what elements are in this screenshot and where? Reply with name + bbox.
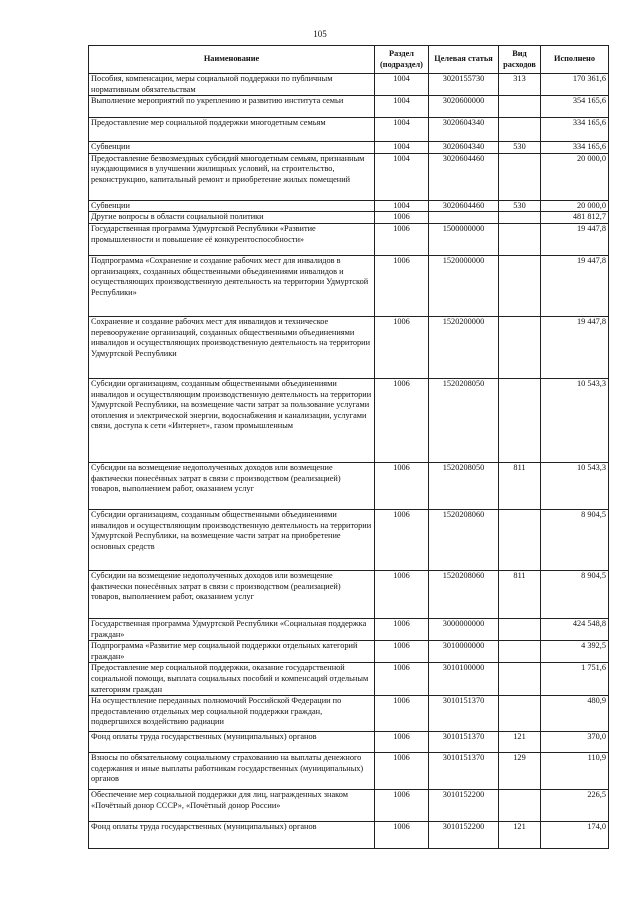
cell-name: Сохранение и создание рабочих мест для инвалидов и техническое перевооружение организаций, созданных общественными объединениями инвалидов и осуществляющих производственную деятельность на территории Удмуртской Республики — [89, 316, 375, 378]
cell-name: Фонд оплаты труда государственных (муниципальных) органов — [89, 732, 375, 753]
cell-kind — [499, 696, 541, 732]
cell-name: На осуществление переданных полномочий Российской Федерации по предоставлению отдельных мер социальной поддержки граждан, подвергшихся воздействию радиации — [89, 696, 375, 732]
cell-name: Обеспечение мер социальной поддержки для лиц, награжденных знаком «Почётный донор СССР», «Почётный донор России» — [89, 790, 375, 822]
cell-name: Субвенции — [89, 200, 375, 212]
cell-article: 3010152200 — [429, 822, 499, 849]
cell-kind: 530 — [499, 142, 541, 154]
cell-kind — [499, 153, 541, 200]
cell-article: 3020604340 — [429, 142, 499, 154]
cell-section: 1006 — [375, 255, 429, 316]
cell-name: Предоставление мер социальной поддержки, оказание государственной социальной помощи, выплата социальных пособий и компенсаций отдельным категориям граждан — [89, 663, 375, 696]
cell-name: Государственная программа Удмуртской Республики «Развитие промышленности и повышение её конкурентоспособности» — [89, 223, 375, 255]
cell-kind: 313 — [499, 74, 541, 96]
table-row — [89, 509, 609, 570]
cell-amount: 226,5 — [541, 790, 609, 822]
cell-name: Другие вопросы в области социальной политики — [89, 212, 375, 224]
column-header-article: Целевая статья — [429, 46, 499, 74]
cell-kind — [499, 663, 541, 696]
cell-section: 1006 — [375, 212, 429, 224]
cell-amount: 334 165,6 — [541, 118, 609, 142]
table-row — [89, 732, 609, 753]
cell-article: 1520208060 — [429, 570, 499, 618]
table-row — [89, 462, 609, 509]
cell-amount: 174,0 — [541, 822, 609, 849]
table-row — [89, 570, 609, 618]
table-row — [89, 74, 609, 96]
table-row — [89, 223, 609, 255]
cell-amount: 4 392,5 — [541, 641, 609, 663]
cell-article: 1520200000 — [429, 316, 499, 378]
table-row — [89, 153, 609, 200]
cell-section: 1006 — [375, 618, 429, 640]
cell-name: Предоставление мер социальной поддержки многодетным семьям — [89, 118, 375, 142]
page-number: 105 — [313, 29, 327, 39]
cell-section: 1004 — [375, 200, 429, 212]
cell-amount: 8 904,5 — [541, 570, 609, 618]
cell-name: Фонд оплаты труда государственных (муниципальных) органов — [89, 822, 375, 849]
table-row — [89, 200, 609, 212]
table-row — [89, 753, 609, 790]
cell-article: 1520208050 — [429, 378, 499, 462]
table-row — [89, 618, 609, 640]
cell-amount: 110,9 — [541, 753, 609, 790]
cell-name: Предоставление безвозмездных субсидий многодетным семьям, признанным нуждающимися в улучшении жилищных условий, на строительство, реконструкцию, капитальный ремонт и приобретение жилых помещений — [89, 153, 375, 200]
column-header-section: Раздел (подраздел) — [375, 46, 429, 74]
table-row — [89, 255, 609, 316]
cell-amount: 8 904,5 — [541, 509, 609, 570]
cell-name: Пособия, компенсации, меры социальной поддержки по публичным нормативным обязательствам — [89, 74, 375, 96]
cell-kind — [499, 223, 541, 255]
cell-name: Субсидии организациям, созданным общественными объединениями инвалидов и осуществляющим производственную деятельность на территории Удмуртской Республики, на возмещение части затрат за пользование услугами отопления и электрической энергии, водоснабжения и канализации, услугами связи, доступа к сети «Интернет», газом промышленным — [89, 378, 375, 462]
cell-section: 1006 — [375, 462, 429, 509]
cell-article: 3020604460 — [429, 200, 499, 212]
cell-article: 1520000000 — [429, 255, 499, 316]
table-header-row — [89, 46, 609, 74]
column-header-amount: Исполнено — [541, 46, 609, 74]
cell-name: Субвенции — [89, 142, 375, 154]
cell-kind — [499, 96, 541, 118]
cell-kind — [499, 255, 541, 316]
cell-kind — [499, 118, 541, 142]
cell-name: Субсидии на возмещение недополученных доходов или возмещение фактически понесённых затрат в связи с производством (реализацией) товаров, выполнением работ, оказанием услуг — [89, 570, 375, 618]
cell-section: 1004 — [375, 153, 429, 200]
cell-section: 1006 — [375, 641, 429, 663]
cell-section: 1004 — [375, 118, 429, 142]
cell-article: 3010151370 — [429, 753, 499, 790]
cell-kind: 121 — [499, 732, 541, 753]
cell-name: Взносы по обязательному социальному страхованию на выплаты денежного содержания и иные выплаты работникам государственных (муниципальных) органов — [89, 753, 375, 790]
cell-article — [429, 212, 499, 224]
cell-section: 1006 — [375, 753, 429, 790]
cell-section: 1006 — [375, 378, 429, 462]
table-row — [89, 96, 609, 118]
cell-section: 1006 — [375, 790, 429, 822]
cell-amount: 10 543,3 — [541, 378, 609, 462]
cell-kind — [499, 790, 541, 822]
cell-kind — [499, 316, 541, 378]
cell-amount: 334 165,6 — [541, 142, 609, 154]
cell-name: Субсидии организациям, созданным общественными объединениями инвалидов и осуществляющим производственную деятельность на территории Удмуртской Республики, на возмещение части затрат на приобретение основных средств — [89, 509, 375, 570]
table-row — [89, 212, 609, 224]
cell-article: 1520208050 — [429, 462, 499, 509]
cell-article: 3010151370 — [429, 732, 499, 753]
cell-amount: 19 447,8 — [541, 255, 609, 316]
cell-amount: 20 000,0 — [541, 153, 609, 200]
table-row — [89, 118, 609, 142]
cell-section: 1006 — [375, 663, 429, 696]
cell-kind: 129 — [499, 753, 541, 790]
cell-kind: 530 — [499, 200, 541, 212]
cell-name: Подпрограмма «Развитие мер социальной поддержки отдельных категорий граждан» — [89, 641, 375, 663]
cell-article: 3020155730 — [429, 74, 499, 96]
cell-amount: 19 447,8 — [541, 316, 609, 378]
cell-section: 1006 — [375, 822, 429, 849]
table-body — [89, 74, 609, 849]
table-row — [89, 663, 609, 696]
cell-kind: 811 — [499, 462, 541, 509]
cell-amount: 170 361,6 — [541, 74, 609, 96]
cell-section: 1006 — [375, 696, 429, 732]
cell-kind — [499, 509, 541, 570]
cell-amount: 480,9 — [541, 696, 609, 732]
cell-kind — [499, 212, 541, 224]
cell-article: 3010152200 — [429, 790, 499, 822]
cell-section: 1004 — [375, 96, 429, 118]
cell-name: Подпрограмма «Сохранение и создание рабочих мест для инвалидов в организациях, созданных общественными объединениями инвалидов и осуществляющих производственную деятельность на территории Удмуртской Республики» — [89, 255, 375, 316]
table-row — [89, 641, 609, 663]
cell-name: Выполнение мероприятий по укреплению и развитию института семьи — [89, 96, 375, 118]
cell-kind — [499, 378, 541, 462]
table-row — [89, 378, 609, 462]
cell-amount: 19 447,8 — [541, 223, 609, 255]
cell-article: 3020600000 — [429, 96, 499, 118]
cell-amount: 20 000,0 — [541, 200, 609, 212]
cell-kind: 811 — [499, 570, 541, 618]
cell-name: Государственная программа Удмуртской Республики «Социальная поддержка граждан» — [89, 618, 375, 640]
cell-section: 1004 — [375, 142, 429, 154]
cell-article: 3020604460 — [429, 153, 499, 200]
cell-kind: 121 — [499, 822, 541, 849]
table-row — [89, 790, 609, 822]
cell-amount: 1 751,6 — [541, 663, 609, 696]
cell-section: 1006 — [375, 570, 429, 618]
table-row — [89, 142, 609, 154]
cell-kind — [499, 641, 541, 663]
cell-section: 1004 — [375, 74, 429, 96]
column-header-name: Наименование — [89, 46, 375, 74]
cell-name: Субсидии на возмещение недополученных доходов или возмещение фактически понесённых затрат в связи с производством (реализацией) товаров, выполнением работ, оказанием услуг — [89, 462, 375, 509]
cell-article: 3010000000 — [429, 641, 499, 663]
table-row — [89, 822, 609, 849]
cell-article: 3010151370 — [429, 696, 499, 732]
cell-amount: 424 548,8 — [541, 618, 609, 640]
table-row — [89, 696, 609, 732]
cell-article: 1520208060 — [429, 509, 499, 570]
cell-amount: 10 543,3 — [541, 462, 609, 509]
cell-article: 1500000000 — [429, 223, 499, 255]
table-row — [89, 316, 609, 378]
budget-table — [88, 45, 609, 849]
cell-section: 1006 — [375, 732, 429, 753]
cell-amount: 354 165,6 — [541, 96, 609, 118]
cell-section: 1006 — [375, 223, 429, 255]
cell-section: 1006 — [375, 509, 429, 570]
cell-amount: 370,0 — [541, 732, 609, 753]
cell-amount: 481 812,7 — [541, 212, 609, 224]
cell-kind — [499, 618, 541, 640]
cell-article: 3000000000 — [429, 618, 499, 640]
cell-article: 3020604340 — [429, 118, 499, 142]
cell-article: 3010100000 — [429, 663, 499, 696]
column-header-kind: Вид расходов — [499, 46, 541, 74]
cell-section: 1006 — [375, 316, 429, 378]
